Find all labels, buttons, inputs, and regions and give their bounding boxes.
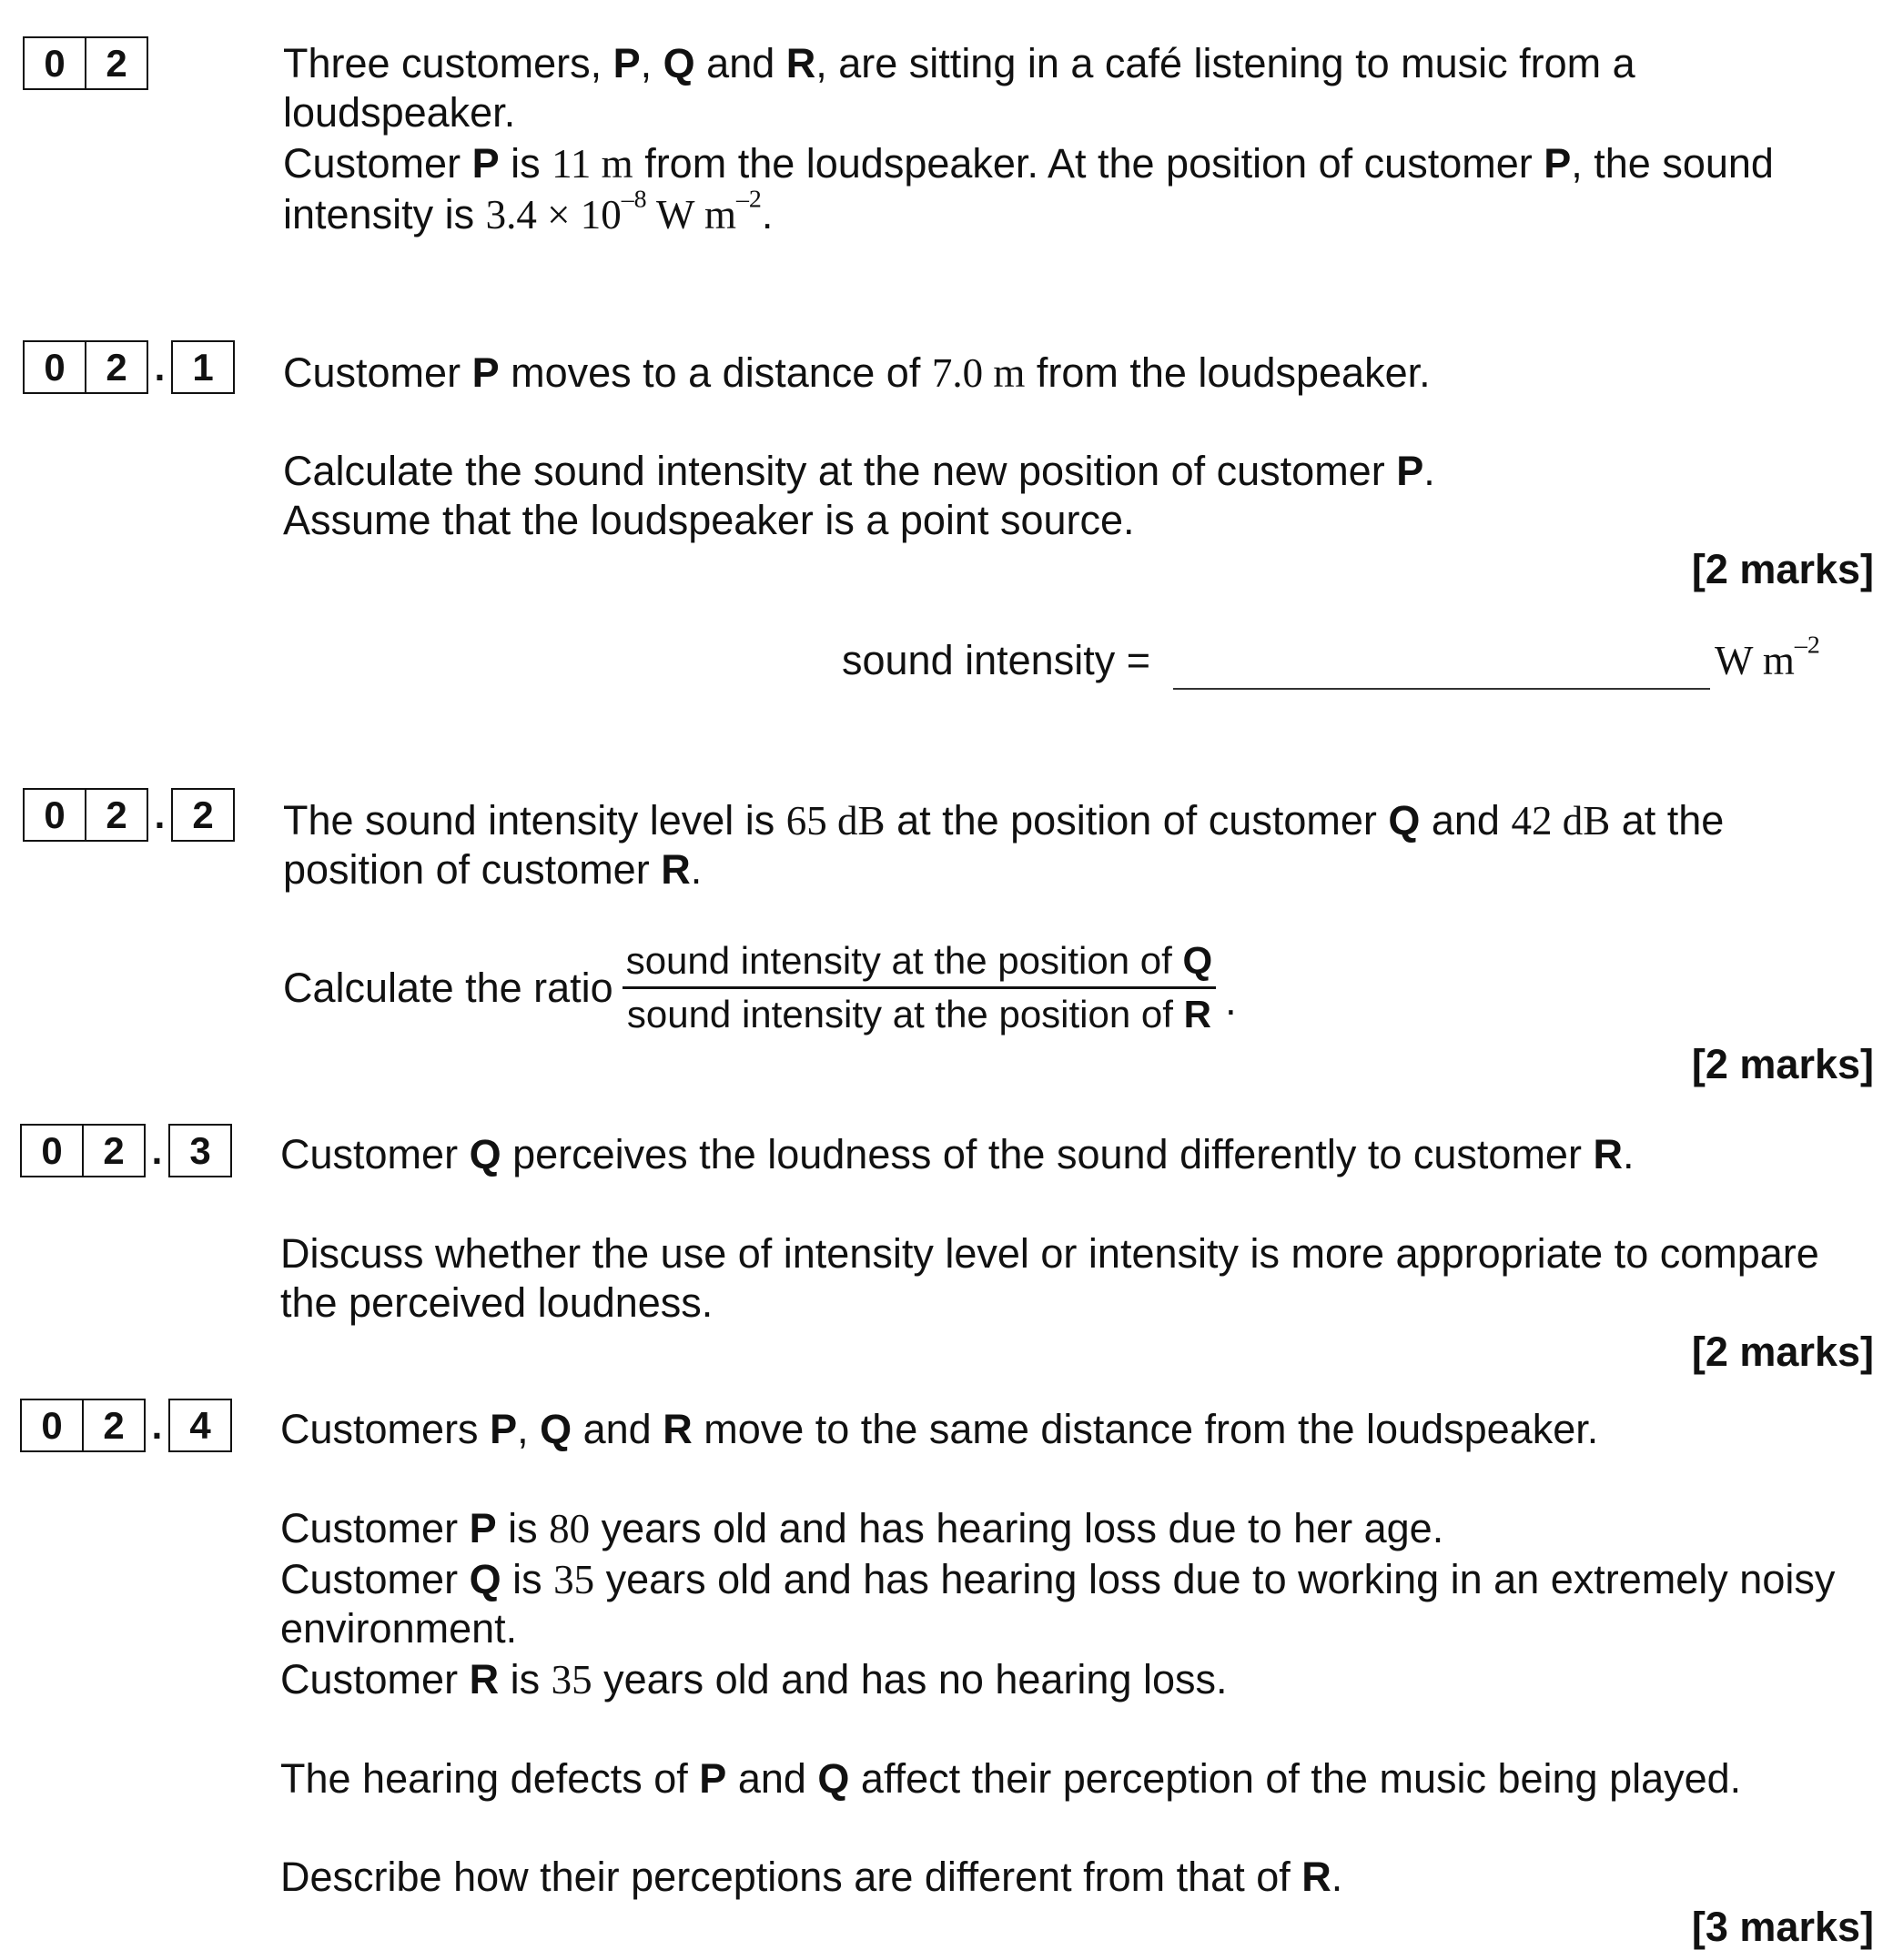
number-digit: 4 bbox=[189, 1403, 211, 1447]
q02-intro-line-4: intensity is $3.4 \times 10^{-8}$ W $m^{-2}$. bbox=[283, 185, 774, 237]
ratio-lead: Calculate the ratio bbox=[283, 964, 613, 1011]
q021-line-1: Customer P moves to a distance of 7.0 m from the loudspeaker. bbox=[283, 349, 1431, 396]
ratio-expression bbox=[283, 939, 1237, 1037]
ratio-end: . bbox=[1225, 976, 1237, 1024]
question-number-02 bbox=[23, 36, 148, 90]
q022-line-2: position of customer R. bbox=[283, 846, 703, 893]
marks-label: [2 marks] bbox=[1691, 1041, 1874, 1087]
q024-line-5: Customer R is 35 years old and has no hearing loss. bbox=[280, 1656, 1228, 1702]
q023-line-3: the perceived loudness. bbox=[280, 1279, 714, 1326]
number-dot: . bbox=[154, 345, 166, 389]
answer-line[interactable] bbox=[1173, 688, 1710, 690]
q02-intro-line-1: Three customers, P, Q and R, are sitting in a café listening to music from a bbox=[283, 40, 1635, 86]
question-number-02-1 bbox=[23, 340, 235, 394]
number-digit: 2 bbox=[192, 793, 214, 836]
q024-line-6: The hearing defects of P and Q affect their perception of the music being played. bbox=[280, 1755, 1742, 1802]
number-digit: 2 bbox=[85, 790, 147, 840]
number-digit: 2 bbox=[82, 1126, 144, 1176]
q02-intro-line-3: Customer P is 11 m from the loudspeaker. At the position of customer P, the sound bbox=[283, 140, 1774, 187]
q024-line-7: Describe how their perceptions are different from that of R. bbox=[280, 1854, 1343, 1900]
answer-label: sound intensity = bbox=[842, 637, 1150, 683]
number-digit: 2 bbox=[82, 1400, 144, 1450]
number-digit: 2 bbox=[85, 38, 147, 88]
number-digit: 3 bbox=[189, 1128, 211, 1172]
answer-unit: W $m^{-2}$ bbox=[1715, 631, 1820, 683]
q021-line-3: Assume that the loudspeaker is a point source. bbox=[283, 497, 1135, 543]
marks-label: [2 marks] bbox=[1691, 1329, 1874, 1375]
number-digit: 0 bbox=[41, 1403, 63, 1447]
q023-line-1: Customer Q perceives the loudness of the sound differently to customer R. bbox=[280, 1131, 1635, 1177]
ratio-fraction bbox=[623, 939, 1216, 1037]
q024-line-2: Customer P is 80 years old and has hearing loss due to her age. bbox=[280, 1505, 1444, 1551]
number-digit: 0 bbox=[41, 1128, 63, 1172]
question-number-02-3 bbox=[20, 1124, 232, 1177]
ratio-numerator: sound intensity at the position of Q bbox=[623, 939, 1216, 989]
marks-label: [3 marks] bbox=[1691, 1904, 1874, 1950]
number-digit: 0 bbox=[44, 41, 66, 85]
q023-line-2: Discuss whether the use of intensity level or intensity is more appropriate to compare bbox=[280, 1230, 1819, 1277]
q021-line-2: Calculate the sound intensity at the new position of customer P. bbox=[283, 448, 1435, 494]
question-number-02-4 bbox=[20, 1399, 232, 1452]
question-number-02-2 bbox=[23, 788, 235, 842]
number-dot: . bbox=[151, 1128, 163, 1172]
number-dot: . bbox=[154, 793, 166, 836]
q022-line-1: The sound intensity level is 65 dB at the position of customer Q and 42 dB at the bbox=[283, 797, 1725, 844]
q024-line-3: Customer Q is 35 years old and has hearing loss due to working in an extremely noisy bbox=[280, 1556, 1836, 1602]
number-digit: 2 bbox=[85, 342, 147, 392]
q024-line-1: Customers P, Q and R move to the same distance from the loudspeaker. bbox=[280, 1406, 1599, 1452]
q024-line-4: environment. bbox=[280, 1605, 518, 1652]
number-digit: 1 bbox=[192, 345, 214, 389]
marks-label: [2 marks] bbox=[1691, 546, 1874, 592]
number-dot: . bbox=[151, 1403, 163, 1447]
number-digit: 0 bbox=[44, 793, 66, 836]
number-digit: 0 bbox=[44, 345, 66, 389]
ratio-denominator: sound intensity at the position of R bbox=[626, 993, 1211, 1036]
q02-intro-line-2: loudspeaker. bbox=[283, 89, 516, 136]
